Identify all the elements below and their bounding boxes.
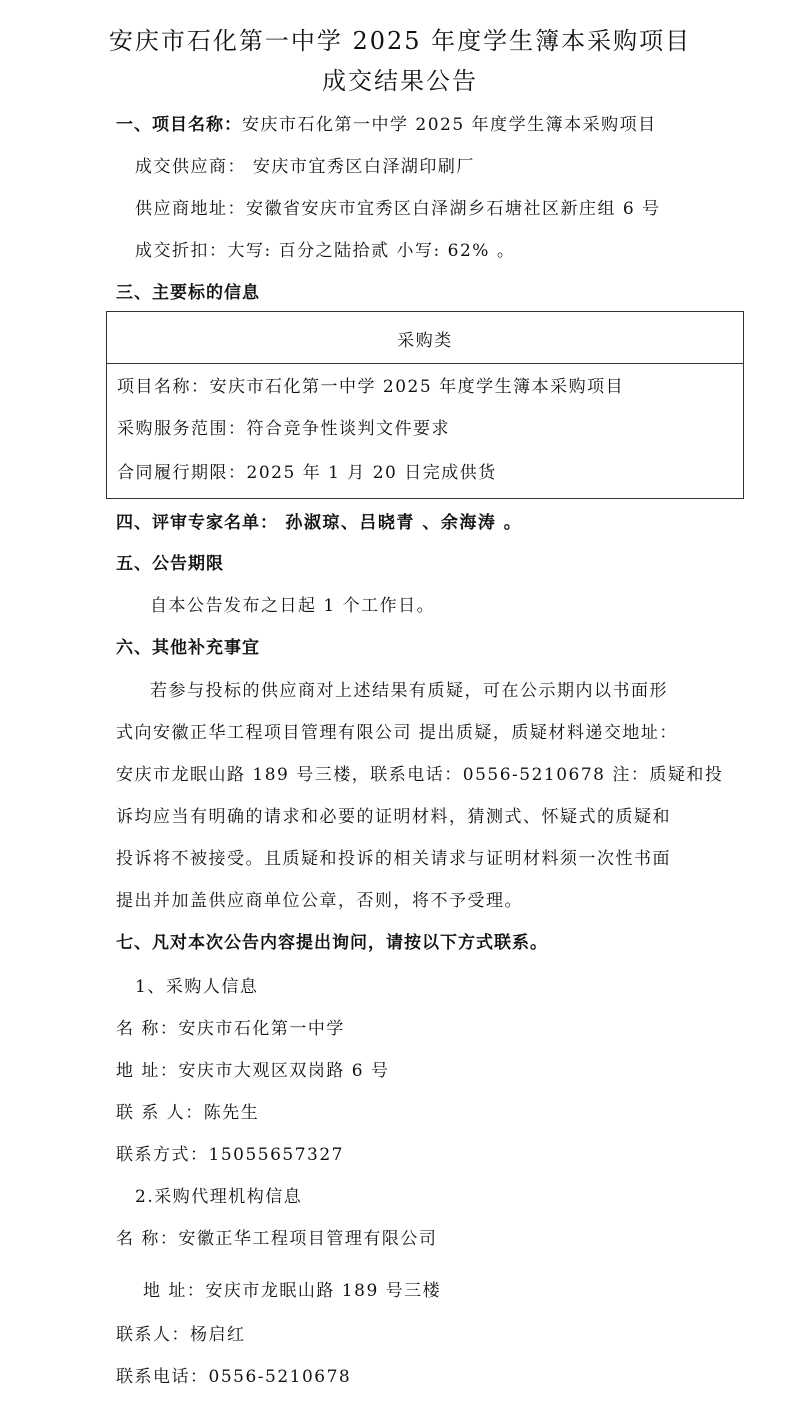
table-row: 合同履行期限：2025 年 1 月 20 日完成供货 xyxy=(117,463,497,483)
document-subtitle: 成交结果公告 xyxy=(322,67,478,95)
agency-name: 名 称：安徽正华工程项目管理有限公司 xyxy=(116,1229,438,1249)
section-1 xyxy=(116,114,657,136)
expert-names: 孙淑琼、吕晓青 、余海涛 。 xyxy=(278,513,523,533)
section-3-heading: 三、主要标的信息 xyxy=(116,283,260,303)
section-1-heading: 一、项目名称： xyxy=(116,115,242,135)
agency-contact: 联系人：杨启红 xyxy=(116,1325,246,1345)
purchaser-contact: 联 系 人：陈先生 xyxy=(116,1103,260,1123)
supplement-line: 若参与投标的供应商对上述结果有质疑，可在公示期内以书面形 xyxy=(150,681,668,701)
section-4 xyxy=(116,512,522,534)
purchaser-phone: 联系方式：15055657327 xyxy=(116,1145,344,1165)
purchaser-address: 地 址：安庆市大观区双岗路 6 号 xyxy=(116,1061,390,1081)
section-5-heading: 五、公告期限 xyxy=(116,554,224,574)
table-row: 项目名称：安庆市石化第一中学 2025 年度学生簿本采购项目 xyxy=(117,377,625,397)
supplier-line: 成交供应商： 安庆市宜秀区白泽湖印刷厂 xyxy=(135,157,475,177)
discount-line: 成交折扣：大写: 百分之陆拾贰 小写: 62% 。 xyxy=(135,241,516,261)
agency-address: 地 址：安庆市龙眠山路 189 号三楼 xyxy=(143,1281,442,1301)
notice-period-text: 自本公告发布之日起 1 个工作日。 xyxy=(150,596,436,616)
document-title: 安庆市石化第一中学 2025 年度学生簿本采购项目 xyxy=(108,27,692,55)
section-4-heading: 四、评审专家名单： xyxy=(116,513,278,533)
subject-info-table xyxy=(106,311,744,499)
purchaser-info-heading: 1、采购人信息 xyxy=(135,977,259,997)
agency-info-heading: 2.采购代理机构信息 xyxy=(135,1187,303,1207)
supplement-line: 诉均应当有明确的请求和必要的证明材料，猜测式、怀疑式的质疑和 xyxy=(116,807,671,827)
supplier-address-line: 供应商地址：安徽省安庆市宜秀区白泽湖乡石塘社区新庄组 6 号 xyxy=(135,199,661,219)
supplement-line: 提出并加盖供应商单位公章，否则，将不予受理。 xyxy=(116,891,523,911)
supplement-line: 安庆市龙眠山路 189 号三楼，联系电话：0556-5210678 注：质疑和投 xyxy=(116,765,724,785)
purchaser-name: 名 称：安庆市石化第一中学 xyxy=(116,1019,345,1039)
supplement-line: 式向安徽正华工程项目管理有限公司 提出质疑，质疑材料递交地址： xyxy=(116,723,678,743)
supplement-line: 投诉将不被接受。且质疑和投诉的相关请求与证明材料须一次性书面 xyxy=(116,849,671,869)
table-divider xyxy=(107,363,743,364)
agency-phone: 联系电话：0556-5210678 xyxy=(116,1367,352,1387)
table-category: 采购类 xyxy=(397,331,453,351)
section-6-heading: 六、其他补充事宜 xyxy=(116,638,260,658)
section-7-heading: 七、凡对本次公告内容提出询问，请按以下方式联系。 xyxy=(116,933,548,953)
project-name-value: 安庆市石化第一中学 2025 年度学生簿本采购项目 xyxy=(242,115,657,135)
table-row: 采购服务范围：符合竞争性谈判文件要求 xyxy=(117,419,450,439)
